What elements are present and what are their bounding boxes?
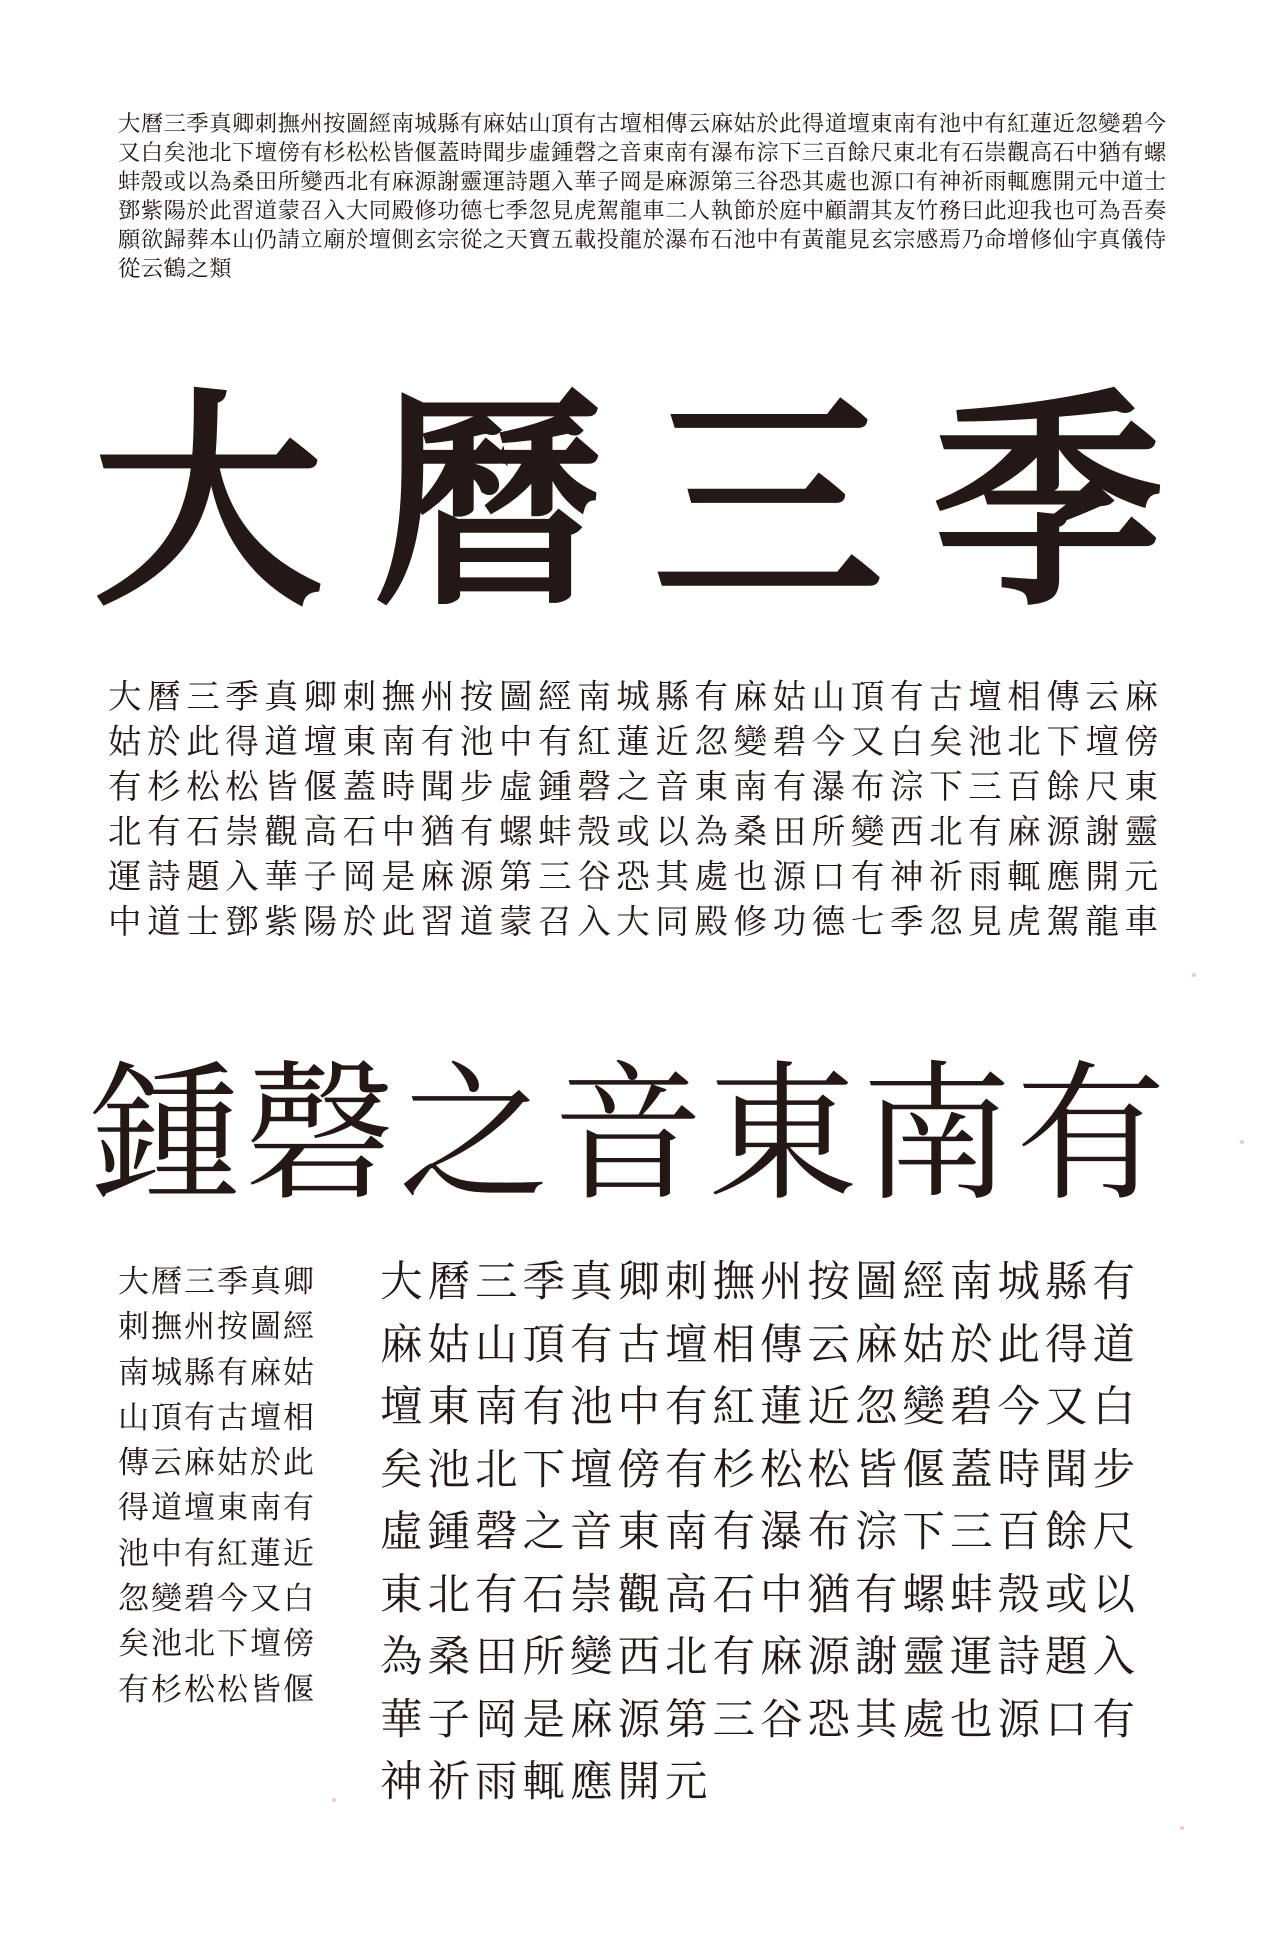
headline-glyph: 曆 [372, 368, 603, 638]
headline-glyph: 三 [652, 368, 883, 638]
headline-glyph: 大 [92, 368, 323, 638]
headline-glyph: 南 [861, 1048, 1012, 1222]
sample-text-small: 大曆三季真卿刺撫州按圖經南城縣有麻姑山頂有古壇相傳云麻姑於此得道壇東南有池中有紅蓮近忽變碧今又白矣池北下壇傍有杉松松皆偃蓋時聞步虛鍾磬之音東南有瀑布淙下三百餘尺東北有石崇觀高石中猶有螺蚌殼或以為桑田所變西北有麻源謝靈運詩題入華子岡是麻源第三谷恐其處也源口有神祈雨輒應開元中道士鄧紫陽於此習道蒙召入大同殿修功德七季忽見虎駕龍車二人執節於庭中顧謂其友竹務曰此迎我也可為吾奏願欲歸葬本山仍請立廟於壇側玄宗從之天寶五載投龍於瀑布石池中有黃龍見玄宗感焉乃命增修仙宇真儀侍從云鶴之類 [118, 111, 1167, 282]
headline-glyph: 東 [707, 1048, 858, 1222]
decorative-speck [1240, 1140, 1244, 1144]
headline-glyph: 有 [1015, 1048, 1166, 1222]
headline-glyph: 季 [932, 368, 1163, 638]
headline-large-bold [88, 368, 1168, 638]
sample-column-narrow: 大曆三季真卿刺撫州按圖經南城縣有麻姑山頂有古壇相傳云麻姑於此得道壇東南有池中有紅蓮近忽變碧今又白矣池北下壇傍有杉松松皆偃 [118, 1264, 316, 1708]
decorative-speck [332, 1798, 336, 1802]
headline-glyph: 音 [552, 1048, 703, 1222]
sample-column-wide: 大曆三季真卿刺撫州按圖經南城縣有麻姑山頂有古壇相傳云麻姑於此得道壇東南有池中有紅蓮近忽變碧今又白矣池北下壇傍有杉松松皆偃蓋時聞步虛鍾磬之音東南有瀑布淙下三百餘尺東北有石崇觀高石中猶有螺蚌殼或以為桑田所變西北有麻源謝靈運詩題入華子岡是麻源第三谷恐其處也源口有神祈雨輒應開元 [380, 1258, 1141, 1807]
decorative-speck [1180, 1826, 1184, 1830]
headline-large-regular [88, 1040, 1168, 1230]
headline-glyph: 磬 [244, 1048, 395, 1222]
decorative-speck [1192, 973, 1196, 977]
sample-text-medium: 大曆三季真卿刺撫州按圖經南城縣有麻姑山頂有古壇相傳云麻姑於此得道壇東南有池中有紅蓮近忽變碧今又白矣池北下壇傍有杉松松皆偃蓋時聞步虛鍾磬之音東南有瀑布淙下三百餘尺東北有石崇觀高石中猶有螺蚌殼或以為桑田所變西北有麻源謝靈運詩題入華子岡是麻源第三谷恐其處也源口有神祈雨輒應開元中道士鄧紫陽於此習道蒙召入大同殿修功德七季忽見虎駕龍車 [108, 677, 1164, 941]
headline-glyph: 鍾 [90, 1048, 241, 1222]
headline-glyph: 之 [398, 1048, 549, 1222]
